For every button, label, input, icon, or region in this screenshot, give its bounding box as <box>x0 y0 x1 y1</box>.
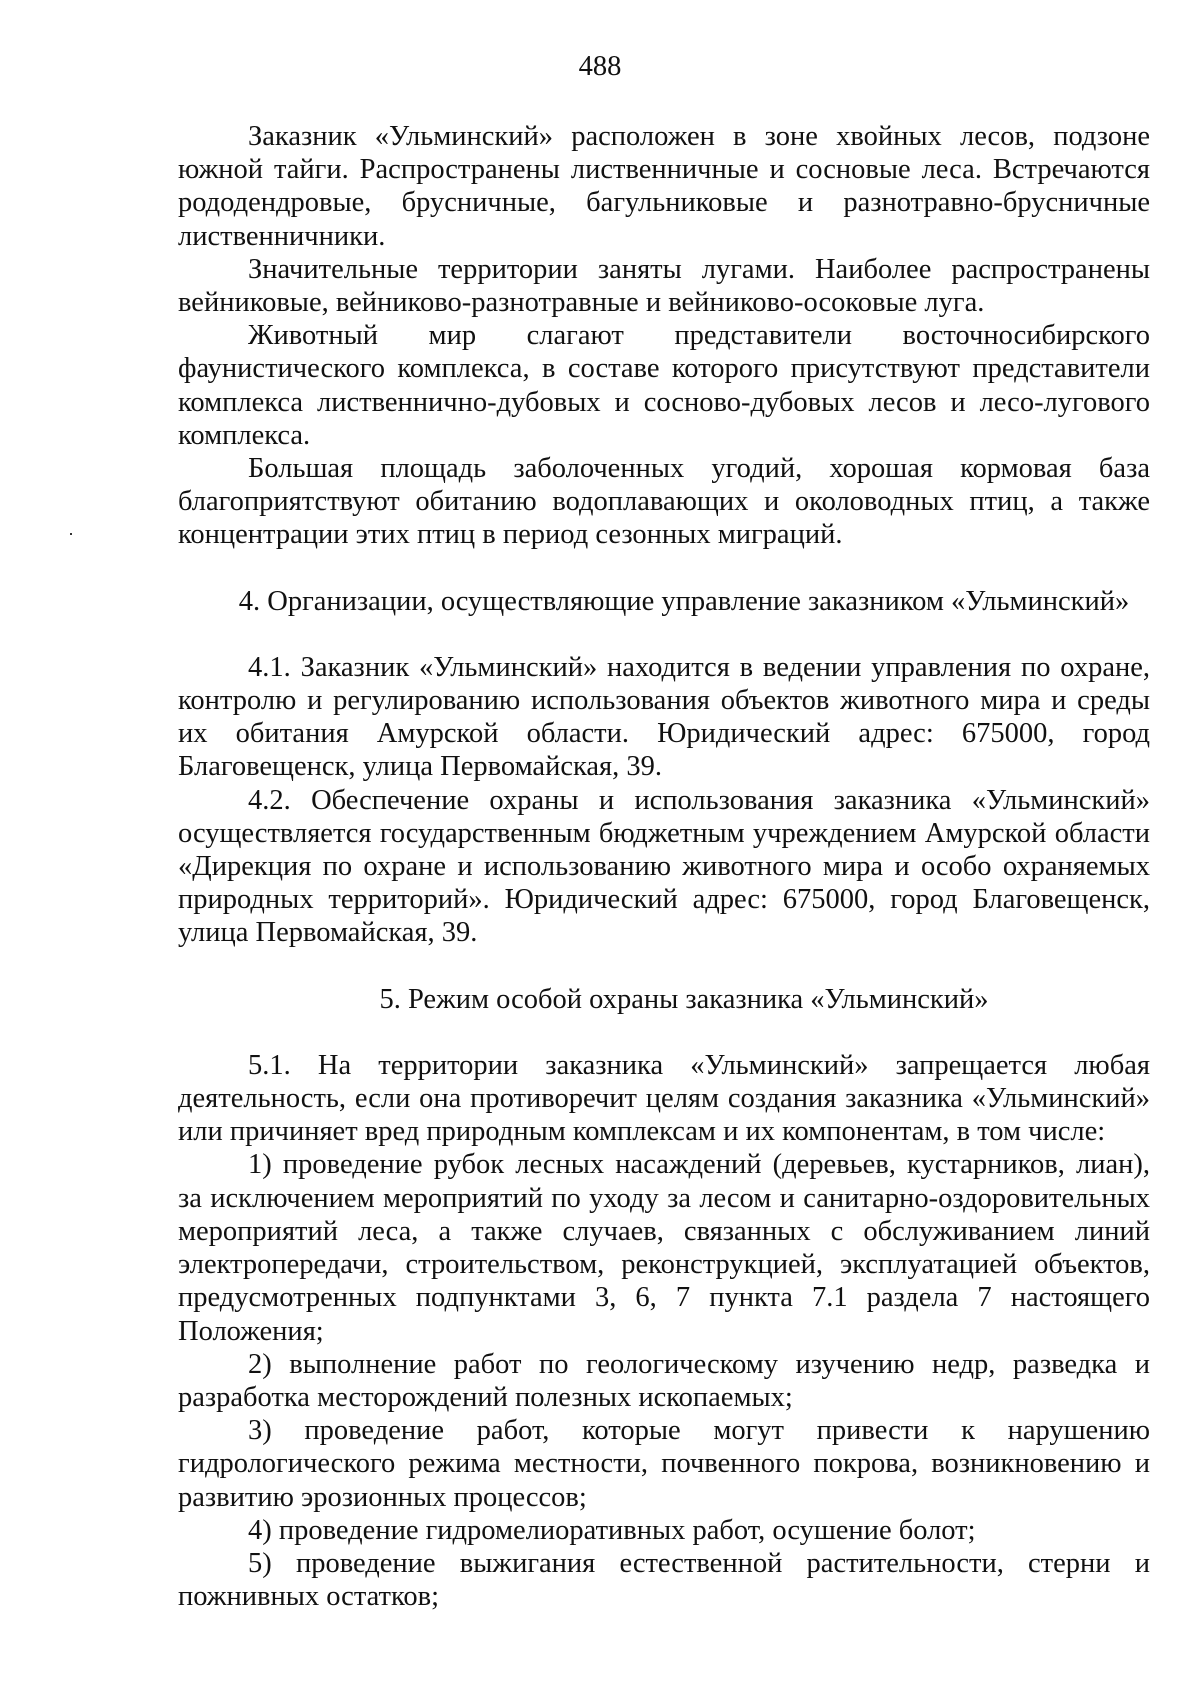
section-4-heading: 4. Организации, осуществляющие управление заказником «Ульминский» <box>238 585 1130 617</box>
body-paragraph: Большая площадь заболоченных угодий, хорошая кормовая база благоприятствуют обитанию водоплавающих и околоводных птиц, а также концентрации этих птиц в период сезонных миграций. <box>178 453 1150 551</box>
list-item-3: 3) проведение работ, которые могут привести к нарушению гидрологического режима местности, почвенного покрова, возникновению и развитию эрозионных процессов; <box>178 1415 1150 1513</box>
clause-4-1: 4.1. Заказник «Ульминский» находится в ведении управления по охране, контролю и регулированию использования объектов животного мира и среды их обитания Амурской области. Юридический адрес: 675000, город Благовещенск, улица Первомайская, 39. <box>178 651 1150 783</box>
body-paragraph: Животный мир слагают представители восточносибирского фаунистического комплекса, в составе которого присутствуют представители комплекса лиственнично-дубовых и сосново-дубовых лесов и лесо-лугового комплекса. <box>178 320 1150 451</box>
clause-5-1: 5.1. На территории заказника «Ульминский» запрещается любая деятельность, если она противоречит целям создания заказника «Ульминский» или причиняет вред природным комплексам и их компонентам, в том числе: <box>178 1049 1150 1148</box>
list-item-2: 2) выполнение работ по геологическому изучению недр, разведка и разработка месторождений полезных ископаемых; <box>178 1348 1150 1413</box>
page-body <box>178 120 1150 1613</box>
scan-speck <box>70 533 72 535</box>
list-item-1: 1) проведение рубок лесных насаждений (деревьев, кустарников, лиан), за исключением мероприятий по уходу за лесом и санитарно-оздоровительных мероприятий леса, а также случаев, связанных с обслуживанием линий электропередачи, строительством, реконструкцией, эксплуатацией объектов, предусмотренных подпунктами 3, 6, 7 пункта 7.1 раздела 7 настоящего Положения; <box>178 1149 1150 1347</box>
clause-4-2: 4.2. Обеспечение охраны и использования заказника «Ульминский» осуществляется государственным бюджетным учреждением Амурской области «Дирекция по охране и использованию животного мира и особо охраняемых природных территорий». Юридический адрес: 675000, город Благовещенск, улица Первомайская, 39. <box>178 784 1150 949</box>
body-paragraph: Заказник «Ульминский» расположен в зоне хвойных лесов, подзоне южной тайги. Распространены лиственничные и сосновые леса. Встречаются рододендровые, брусничные, багульниковые и разнотравно-брусничные лиственничники. <box>178 121 1150 252</box>
body-paragraph: Значительные территории заняты лугами. Наиболее распространены вейниковые, вейниково-разнотравные и вейниково-осоковые луга. <box>178 253 1150 319</box>
section-5-heading: 5. Режим особой охраны заказника «Ульминский» <box>379 983 989 1015</box>
list-item-5: 5) проведение выжигания естественной растительности, стерни и пожнивных остатков; <box>178 1547 1150 1613</box>
page-number: 488 <box>578 51 622 82</box>
list-item-4: 4) проведение гидромелиоративных работ, осушение болот; <box>248 1514 976 1546</box>
